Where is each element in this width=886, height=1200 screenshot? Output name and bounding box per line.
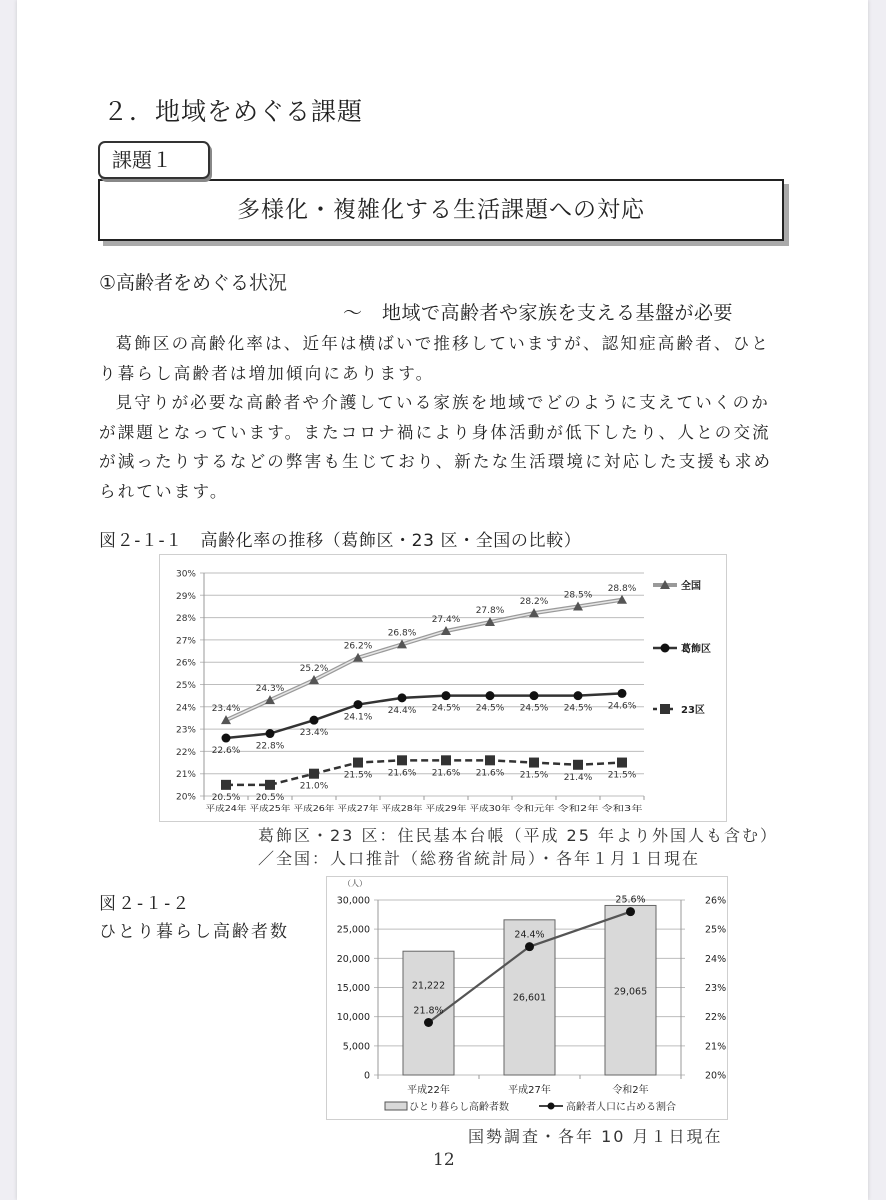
y-tick-label: 21% [175, 770, 196, 781]
y-tick-label: 22% [175, 747, 196, 758]
y-tick-label: 29% [175, 591, 196, 602]
data-label: 20.5% [211, 792, 241, 803]
data-label: 24.5% [431, 703, 461, 714]
section-heading: ２．地域をめぐる課題 [103, 97, 364, 126]
data-label: 24.5% [563, 703, 593, 714]
x-tick-label: 令和元年 [513, 804, 546, 813]
data-label: 21.0% [299, 781, 329, 792]
chart2-svg [327, 877, 727, 1119]
data-label: 24.1% [343, 712, 373, 723]
issue-title-box: 多様化・複雑化する生活課題への対応 [98, 179, 784, 241]
y-tick-label: 26% [175, 658, 196, 669]
x-tick-label: 令和2年 [557, 804, 587, 813]
data-label: 21.5% [607, 770, 637, 781]
figure1-source-line1: 葛飾区・23 区：住民基本台帳（平成 25 年より外国人も含む） [258, 826, 778, 845]
x-tick-label: 平成24年 [205, 804, 240, 813]
data-point [353, 758, 363, 768]
data-label: 21.4% [563, 772, 593, 783]
bar-label: 21,222 [411, 980, 446, 992]
figure2-caption-title: ひとり暮らし高齢者数 [99, 922, 289, 942]
bar-label: 29,065 [613, 986, 648, 998]
chart2-frame [326, 876, 728, 1120]
data-label: 21.8% [413, 1005, 444, 1017]
x-tick-label: 平成26年 [293, 804, 328, 813]
subsection-subtitle: ～ 地域で高齢者や家族を支える基盤が必要 [343, 302, 734, 324]
x-tick-label: 平成27年 [508, 1085, 551, 1096]
data-label: 27.8% [475, 606, 505, 617]
data-point [354, 700, 363, 709]
data-label: 27.4% [431, 614, 461, 625]
subsection-title: ①高齢者をめぐる状況 [99, 272, 288, 294]
data-label: 21.6% [475, 768, 505, 779]
data-point [529, 758, 539, 768]
data-label: 23.4% [211, 704, 241, 715]
y2-tick-label: 26% [705, 895, 727, 907]
figure2-source: 国勢調査・各年 10 月１日現在 [468, 1127, 723, 1146]
issue-tag: 課題１ [98, 141, 210, 179]
y-tick-label: 5,000 [342, 1041, 370, 1053]
y2-tick-label: 23% [705, 983, 727, 994]
data-label: 21.6% [387, 768, 417, 779]
data-label: 28.8% [607, 583, 637, 594]
y2-tick-label: 24% [705, 953, 727, 965]
data-point [441, 755, 451, 765]
legend-label: ひとり暮らし高齢者数 [409, 1102, 509, 1113]
data-point [485, 755, 495, 765]
y-tick-label: 27% [175, 636, 196, 647]
chart1-frame [159, 554, 727, 822]
legend-swatch-bar [385, 1102, 407, 1110]
data-point [309, 769, 319, 779]
data-label: 24.6% [607, 701, 637, 712]
y-tick-label: 30,000 [336, 895, 370, 907]
data-point [265, 780, 275, 790]
data-point [398, 693, 407, 702]
data-point [617, 758, 627, 768]
data-label: 25.2% [299, 664, 329, 675]
legend-label: 葛飾区 [681, 644, 711, 655]
data-label: 28.2% [519, 597, 549, 608]
y-tick-label: 30% [175, 569, 196, 580]
paragraph-2: 見守りが必要な高齢者や介護している家族を地域でどのように支えていくのかが課題となっています。またコロナ禍により身体活動が低下したり、人との交流が減ったりするなどの弊害も生じており、新たな生活環境に対応した支援も求められています。 [99, 393, 773, 501]
y-tick-label: 25,000 [336, 924, 370, 936]
series-line-葛飾区 [226, 693, 622, 738]
legend-label: 高齢者人口に占める割合 [566, 1102, 676, 1113]
data-point [626, 907, 635, 916]
legend-label: 23区 [681, 705, 705, 716]
data-label: 26.2% [343, 641, 373, 652]
y-tick-label: 23% [175, 725, 196, 736]
data-label: 21.5% [343, 770, 373, 781]
data-label: 24.4% [387, 705, 417, 716]
x-tick-label: 令和2年 [612, 1085, 649, 1096]
figure1-source-line2: ／全国：人口推計（総務省統計局）・各年１月１日現在 [258, 849, 701, 868]
data-label: 24.3% [255, 684, 285, 695]
x-tick-label: 平成28年 [381, 804, 416, 813]
legend-marker [548, 1103, 555, 1110]
paragraph-1: 葛飾区の高齢化率は、近年は横ばいで推移していますが、認知症高齢者、ひとり暮らし高齢者は増加傾向にあります。 [99, 334, 770, 383]
data-label: 24.5% [519, 703, 549, 714]
data-label: 21.6% [431, 768, 461, 779]
figure2-caption-number: 図２-１-２ [99, 894, 192, 914]
data-point [397, 755, 407, 765]
y-tick-label: 28% [175, 614, 196, 625]
data-label: 26.8% [387, 628, 417, 639]
data-label: 28.5% [563, 590, 593, 601]
data-point [310, 716, 319, 725]
y2-tick-label: 20% [705, 1070, 727, 1082]
y-tick-label: 20% [175, 792, 196, 803]
data-label: 22.8% [255, 741, 285, 752]
y2-tick-label: 22% [705, 1012, 727, 1024]
x-tick-label: 平成30年 [469, 804, 504, 813]
data-point [525, 942, 534, 951]
x-tick-label: 平成27年 [337, 804, 372, 813]
x-tick-label: 平成22年 [407, 1085, 450, 1096]
series-line-23区 [226, 760, 622, 785]
data-point [573, 760, 583, 770]
legend-marker [661, 644, 670, 653]
y-tick-label: 24% [175, 703, 196, 714]
data-point [221, 780, 231, 790]
y-tick-label: 15,000 [336, 983, 370, 994]
data-point [618, 689, 627, 698]
data-label: 25.6% [615, 894, 646, 906]
y2-tick-label: 21% [705, 1041, 727, 1053]
data-label: 22.6% [211, 746, 241, 757]
page-number: 12 [433, 1150, 455, 1170]
y-tick-label: 10,000 [336, 1012, 370, 1024]
data-label: 20.5% [255, 792, 285, 803]
legend-label: 全国 [681, 581, 701, 592]
data-point [222, 734, 231, 743]
data-label: 24.4% [514, 929, 545, 941]
figure1-caption: 図２-１-１ 高齢化率の推移（葛飾区・23 区・全国の比較） [99, 531, 582, 551]
y-tick-label: 0 [363, 1070, 370, 1082]
x-tick-label: 平成29年 [425, 804, 460, 813]
x-tick-label: 令和3年 [601, 804, 631, 813]
bar-label: 26,601 [512, 992, 547, 1004]
y-axis-unit: （人） [343, 879, 367, 888]
data-point [530, 691, 539, 700]
data-point [442, 691, 451, 700]
y-tick-label: 25% [175, 681, 196, 691]
data-label: 21.5% [519, 770, 549, 781]
x-tick-label: 平成25年 [249, 804, 284, 813]
y-tick-label: 20,000 [336, 953, 370, 965]
legend-marker [660, 704, 670, 714]
data-point [486, 691, 495, 700]
data-label: 23.4% [299, 728, 329, 739]
data-point [574, 691, 583, 700]
chart1-svg [160, 555, 726, 821]
data-point [266, 729, 275, 738]
data-point [424, 1018, 433, 1027]
data-label: 24.5% [475, 703, 505, 714]
y2-tick-label: 25% [705, 924, 727, 936]
